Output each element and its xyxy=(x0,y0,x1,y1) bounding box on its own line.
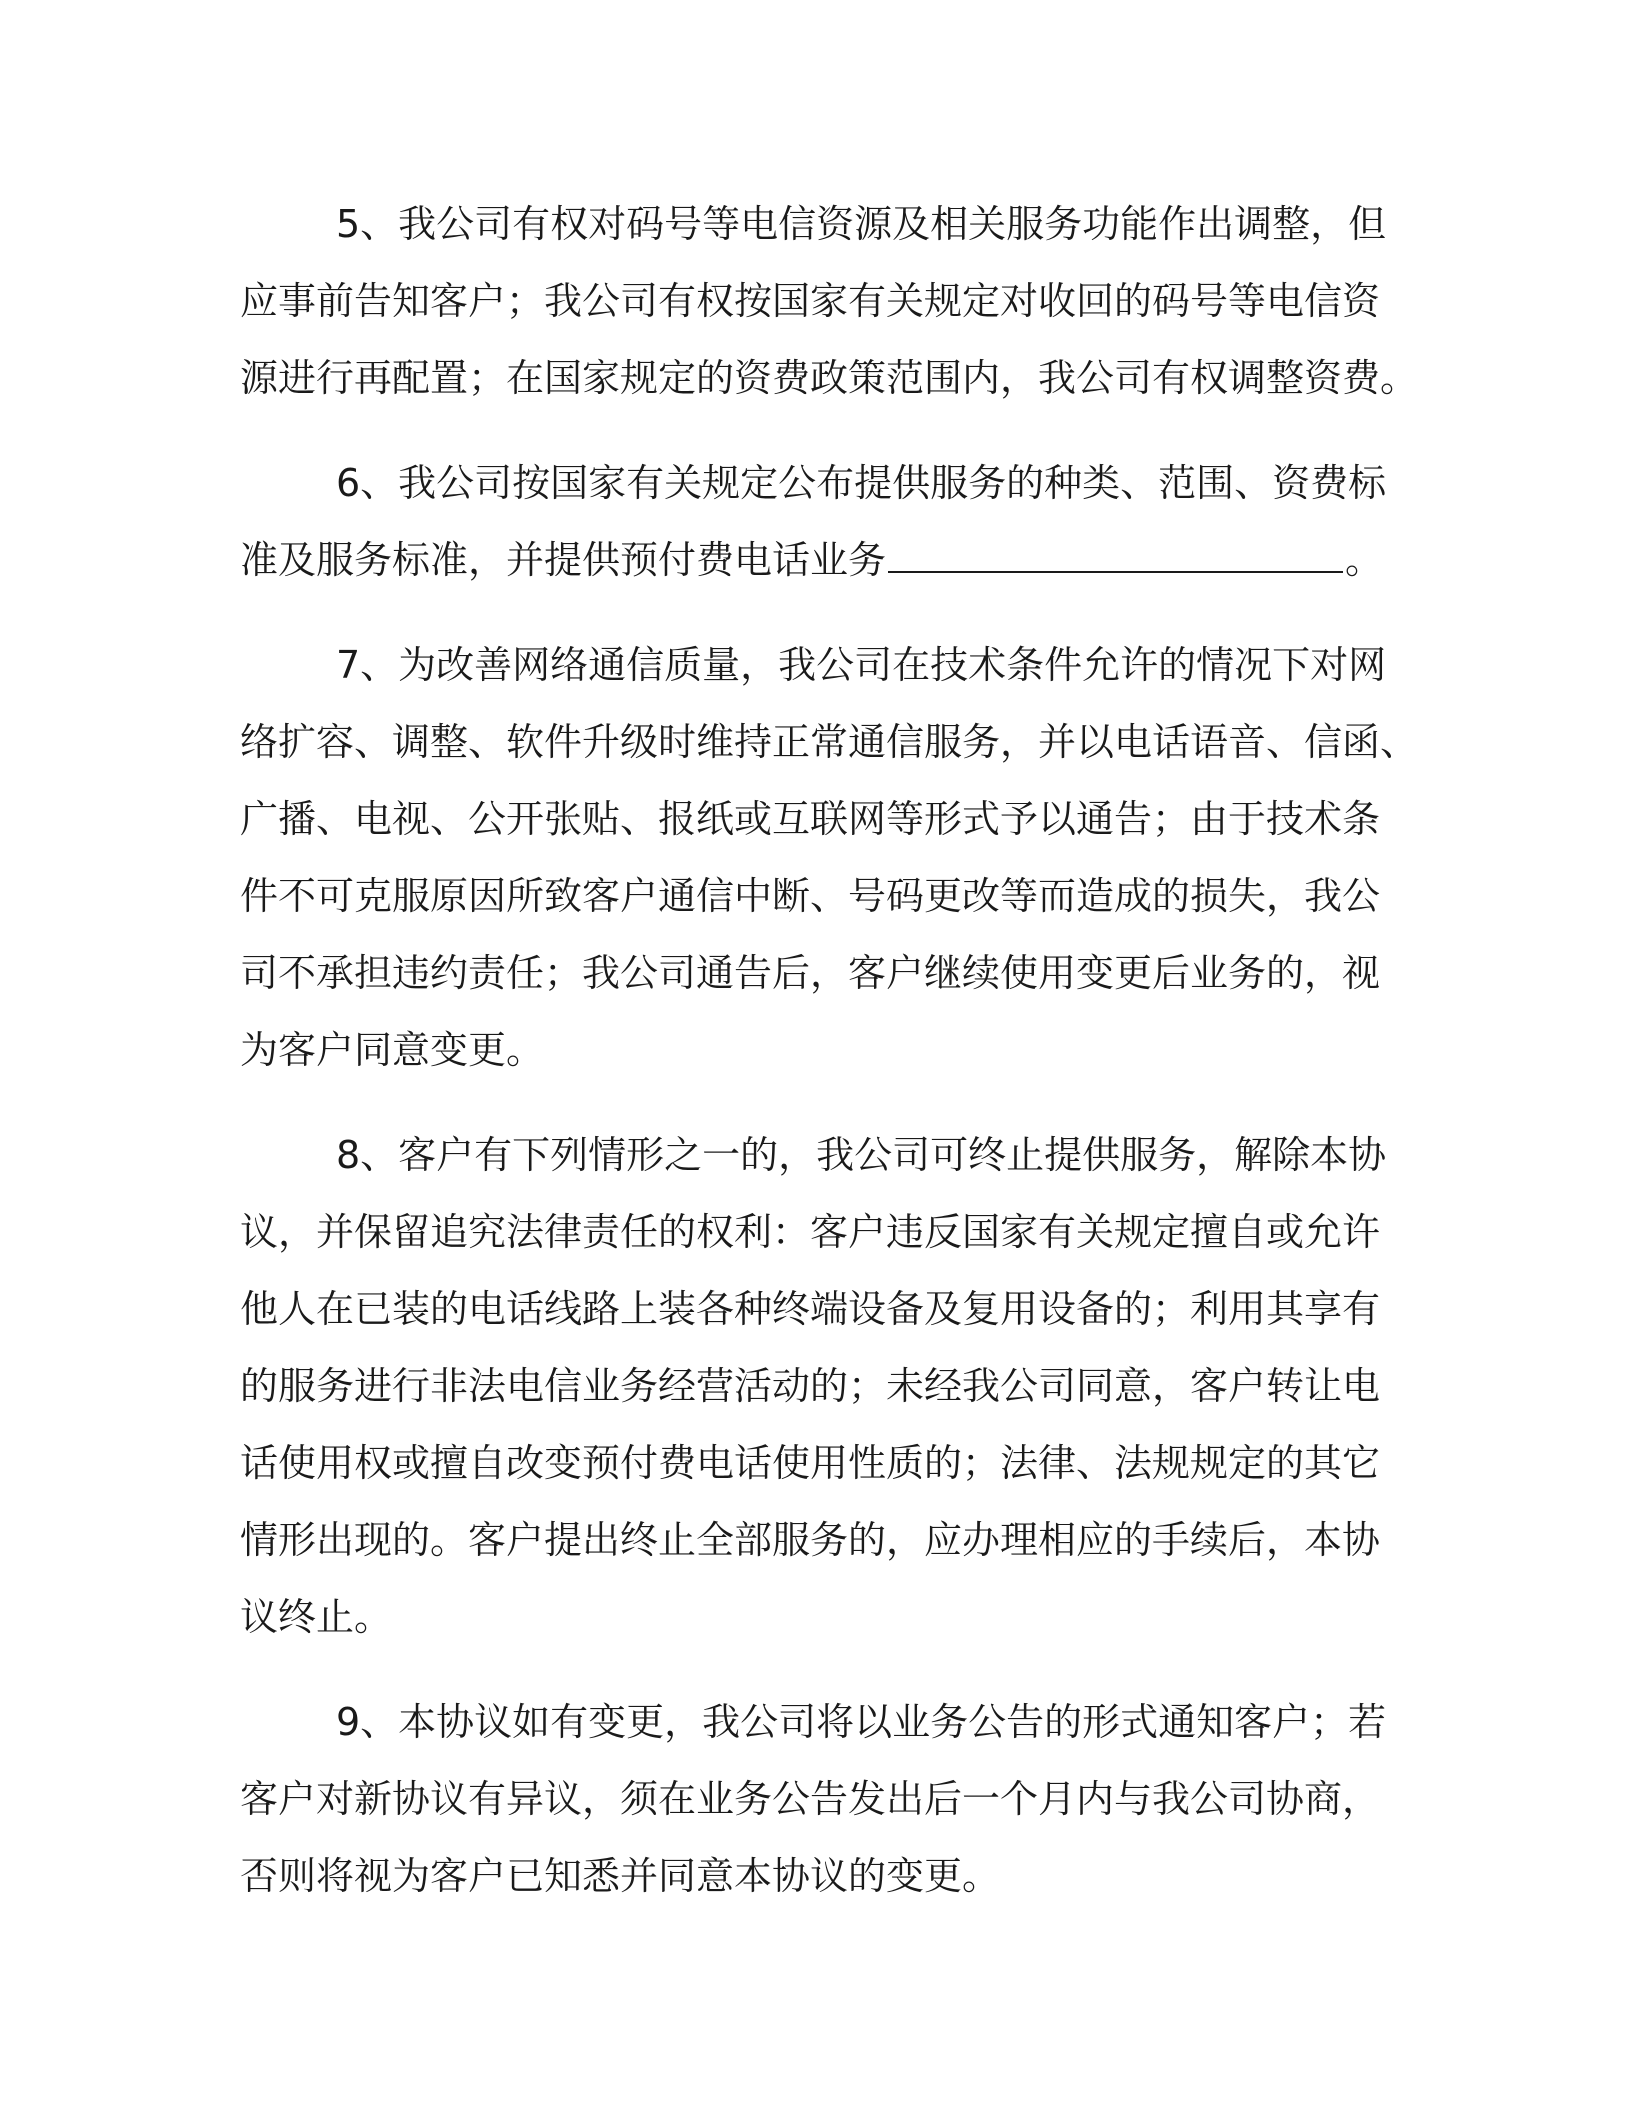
clause-line: 络扩容、调整、软件升级时维持正常通信服务，并以电话语音、信函、 xyxy=(240,720,1419,764)
clause-line: 议终止。 xyxy=(240,1595,393,1639)
clause-6 xyxy=(240,445,1387,599)
clause-line-text: 准及服务标准，并提供预付费电话业务 xyxy=(240,538,887,582)
document-body xyxy=(240,186,1419,1943)
clause-line-with-blank xyxy=(240,522,1384,599)
clause-line: 9、本协议如有变更，我公司将以业务公告的形式通知客户；若 xyxy=(336,1700,1387,1744)
clause-line: 广播、电视、公开张贴、报纸或互联网等形式予以通告；由于技术条 xyxy=(240,797,1381,841)
clause-7 xyxy=(240,627,1419,1089)
clause-line: 议，并保留追究法律责任的权利：客户违反国家有关规定擅自或允许 xyxy=(240,1210,1381,1254)
clause-line: 应事前告知客户；我公司有权按国家有关规定对收回的码号等电信资 xyxy=(240,279,1381,323)
clause-line: 否则将视为客户已知悉并同意本协议的变更。 xyxy=(240,1854,1001,1898)
fill-in-blank[interactable] xyxy=(888,537,1343,573)
clause-line: 的服务进行非法电信业务经营活动的；未经我公司同意，客户转让电 xyxy=(240,1364,1381,1408)
clause-line: 5、我公司有权对码号等电信资源及相关服务功能作出调整，但 xyxy=(336,202,1387,246)
clause-line: 为客户同意变更。 xyxy=(240,1028,545,1072)
clause-line: 司不承担违约责任；我公司通告后，客户继续使用变更后业务的，视 xyxy=(240,951,1381,995)
clause-line: 情形出现的。客户提出终止全部服务的，应办理相应的手续后，本协 xyxy=(240,1518,1381,1562)
clause-9 xyxy=(240,1684,1387,1915)
clause-line: 件不可克服原因所致客户通信中断、号码更改等而造成的损失，我公 xyxy=(240,874,1381,918)
clause-line: 他人在已装的电话线路上装各种终端设备及复用设备的；利用其享有 xyxy=(240,1287,1381,1331)
clause-line: 客户对新协议有异议，须在业务公告发出后一个月内与我公司协商， xyxy=(240,1777,1381,1821)
clause-line: 7、为改善网络通信质量，我公司在技术条件允许的情况下对网 xyxy=(336,643,1387,687)
clause-line: 8、客户有下列情形之一的，我公司可终止提供服务，解除本协 xyxy=(336,1133,1387,1177)
clause-line: 6、我公司按国家有关规定公布提供服务的种类、范围、资费标 xyxy=(336,461,1387,505)
clause-5 xyxy=(240,186,1419,417)
clause-line-suffix: 。 xyxy=(1345,538,1384,582)
clause-line: 话使用权或擅自改变预付费电话使用性质的；法律、法规规定的其它 xyxy=(240,1441,1381,1485)
clause-8 xyxy=(240,1117,1387,1656)
clause-line: 源进行再配置；在国家规定的资费政策范围内，我公司有权调整资费。 xyxy=(240,356,1419,400)
